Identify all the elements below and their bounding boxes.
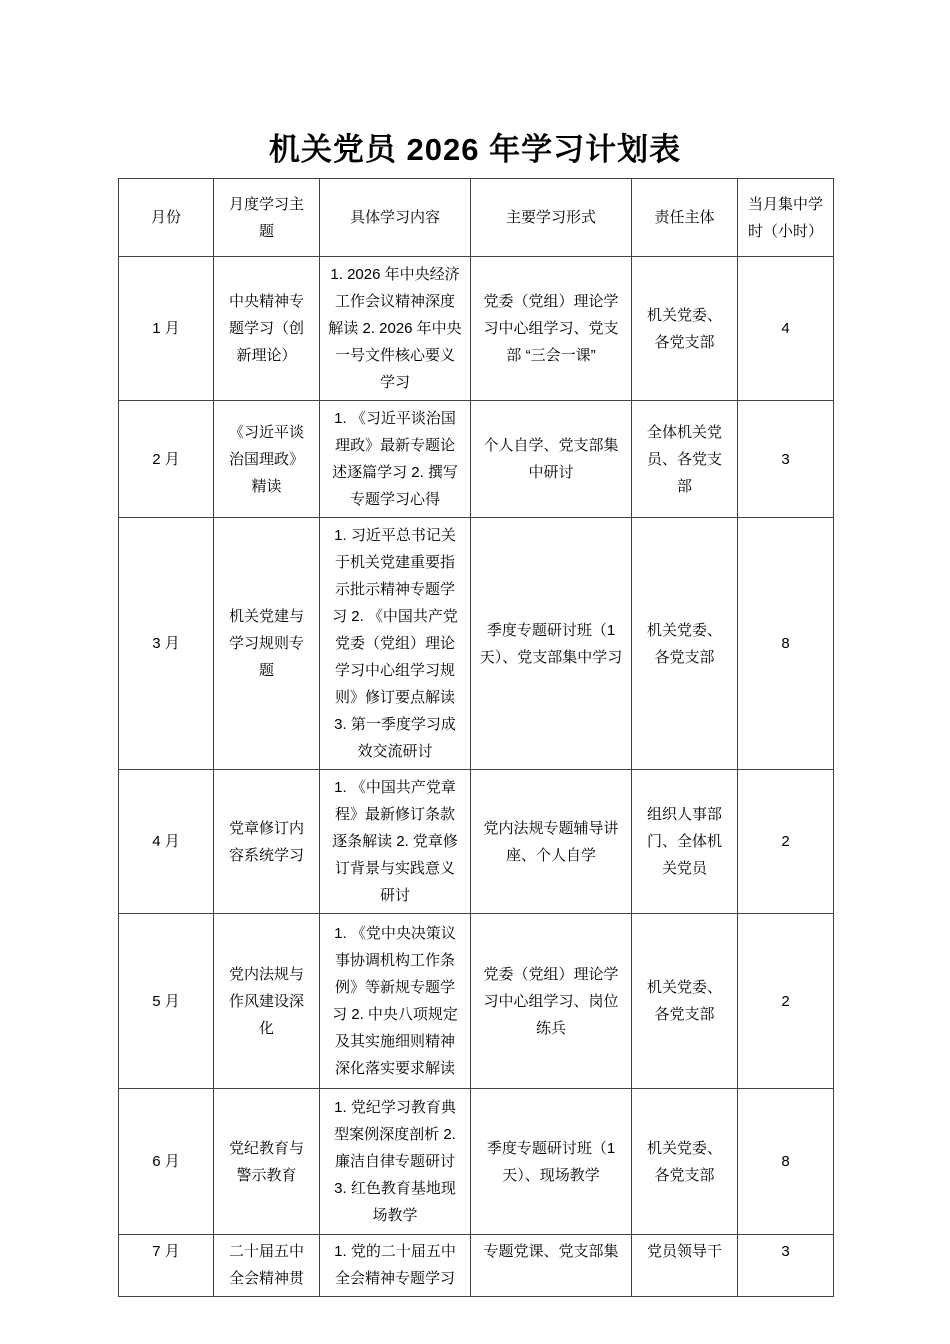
- column-header-month: 月份: [119, 179, 214, 257]
- table-row-february: [119, 401, 834, 518]
- cell-owner: 党员领导干: [632, 1235, 738, 1297]
- cell-content: 1. 习近平总书记关于机关党建重要指示批示精神专题学习 2. 《中国共产党党委（党组）理论学习中心组学习规则》修订要点解读 3. 第一季度学习成效交流研讨: [320, 518, 471, 770]
- cell-month: 6 月: [119, 1089, 214, 1235]
- cell-owner: 机关党委、各党支部: [632, 914, 738, 1089]
- cell-hours: 3: [738, 1235, 834, 1297]
- cell-month: 1 月: [119, 257, 214, 401]
- cell-month: 4 月: [119, 770, 214, 914]
- cell-topic: 二十届五中全会精神贯: [214, 1235, 320, 1297]
- cell-format: 季度专题研讨班（1 天）、现场教学: [471, 1089, 632, 1235]
- cell-format: 专题党课、党支部集: [471, 1235, 632, 1297]
- cell-hours: 8: [738, 518, 834, 770]
- cell-content: 1. 《习近平谈治国理政》最新专题论述逐篇学习 2. 撰写专题学习心得: [320, 401, 471, 518]
- cell-format: 党委（党组）理论学习中心组学习、岗位练兵: [471, 914, 632, 1089]
- table-header-row: [119, 179, 834, 257]
- cell-format: 个人自学、党支部集中研讨: [471, 401, 632, 518]
- cell-hours: 2: [738, 770, 834, 914]
- table-row-march: [119, 518, 834, 770]
- column-header-owner: 责任主体: [632, 179, 738, 257]
- cell-format: 季度专题研讨班（1 天）、党支部集中学习: [471, 518, 632, 770]
- cell-topic: 《习近平谈治国理政》精读: [214, 401, 320, 518]
- cell-hours: 4: [738, 257, 834, 401]
- cell-topic: 机关党建与学习规则专题: [214, 518, 320, 770]
- study-plan-table: [118, 178, 834, 1297]
- cell-format: 党委（党组）理论学习中心组学习、党支部 “三会一课”: [471, 257, 632, 401]
- cell-owner: 组织人事部门、全体机关党员: [632, 770, 738, 914]
- cell-format: 党内法规专题辅导讲座、个人自学: [471, 770, 632, 914]
- cell-topic: 中央精神专题学习（创新理论）: [214, 257, 320, 401]
- table-row-may: [119, 914, 834, 1089]
- cell-content: 1. 党的二十届五中全会精神专题学习: [320, 1235, 471, 1297]
- cell-owner: 机关党委、各党支部: [632, 1089, 738, 1235]
- column-header-topic: 月度学习主题: [214, 179, 320, 257]
- cell-hours: 8: [738, 1089, 834, 1235]
- cell-month: 3 月: [119, 518, 214, 770]
- cell-month: 5 月: [119, 914, 214, 1089]
- cell-content: 1. 《中国共产党章程》最新修订条款逐条解读 2. 党章修订背景与实践意义研讨: [320, 770, 471, 914]
- table-row-january: [119, 257, 834, 401]
- cell-month: 7 月: [119, 1235, 214, 1297]
- cell-hours: 3: [738, 401, 834, 518]
- table-row-june: [119, 1089, 834, 1235]
- cell-topic: 党内法规与作风建设深化: [214, 914, 320, 1089]
- cell-content: 1. 党纪学习教育典型案例深度剖析 2. 廉洁自律专题研讨 3. 红色教育基地现场教学: [320, 1089, 471, 1235]
- cell-content: 1. 2026 年中央经济工作会议精神深度解读 2. 2026 年中央一号文件核心要义学习: [320, 257, 471, 401]
- cell-month: 2 月: [119, 401, 214, 518]
- cell-content: 1. 《党中央决策议事协调机构工作条例》等新规专题学习 2. 中央八项规定及其实施细则精神深化落实要求解读: [320, 914, 471, 1089]
- column-header-format: 主要学习形式: [471, 179, 632, 257]
- cell-owner: 机关党委、各党支部: [632, 257, 738, 401]
- cell-topic: 党章修订内容系统学习: [214, 770, 320, 914]
- cell-owner: 全体机关党员、各党支部: [632, 401, 738, 518]
- column-header-content: 具体学习内容: [320, 179, 471, 257]
- table-row-april: [119, 770, 834, 914]
- cell-owner: 机关党委、各党支部: [632, 518, 738, 770]
- cell-topic: 党纪教育与警示教育: [214, 1089, 320, 1235]
- document-title: 机关党员 2026 年学习计划表: [268, 132, 682, 167]
- cell-hours: 2: [738, 914, 834, 1089]
- table-row-july-truncated: [119, 1235, 834, 1297]
- column-header-hours: 当月集中学时（小时）: [738, 179, 834, 257]
